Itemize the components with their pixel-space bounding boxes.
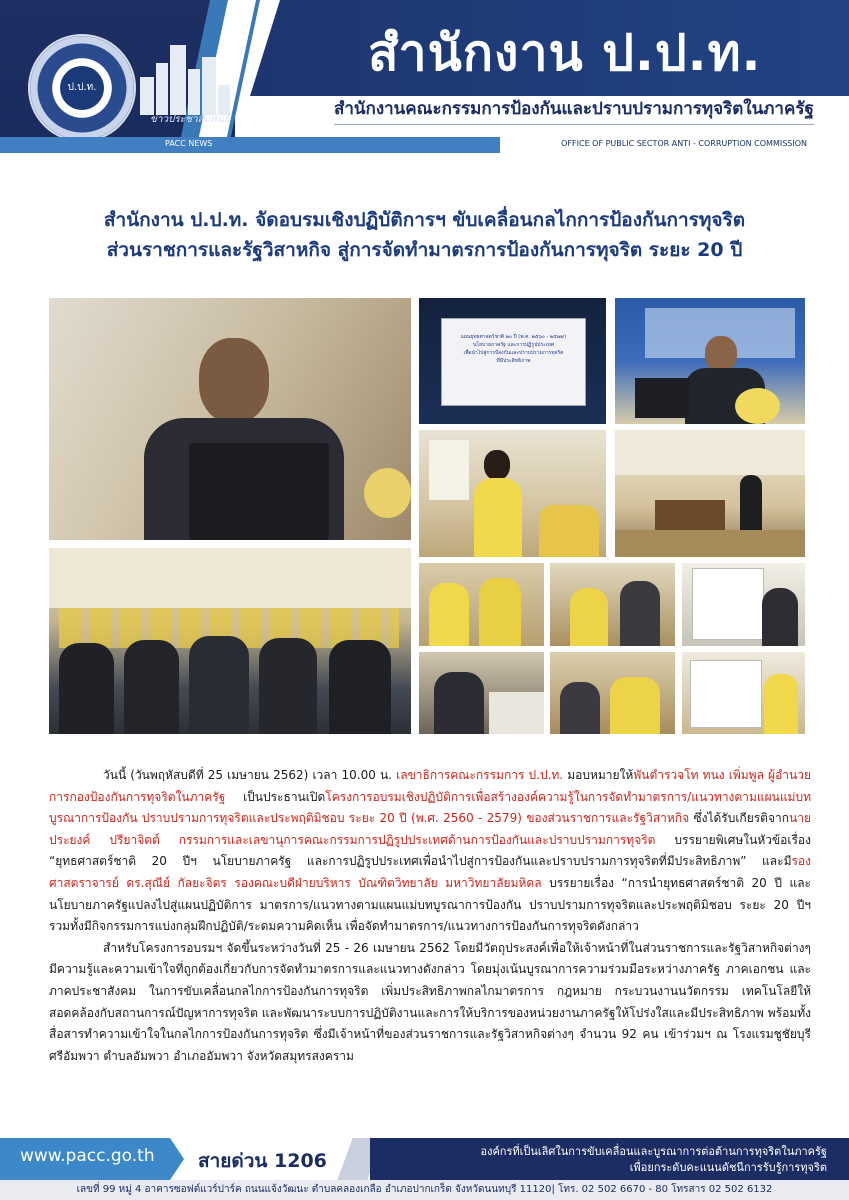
p1-topic-1: บรรยายพิเศษในหัวข้อเรื่อง “ยุทธศาสตร์ชาติ 20 ปีฯ นโยบายภาครัฐ และการปฏิรูปประเทศเพื่อนำไปสู่การป้องกันและปราบปรามการทุจริตที่มีประสิทธิภาพ” และมี bbox=[49, 832, 811, 869]
slide-line-3: เพื่อนำไปสู่การป้องกันและปราบปรามการทุจริต bbox=[463, 350, 564, 356]
news-label: ข่าวประชาสัมพันธ์ bbox=[150, 114, 230, 125]
footer-tagline-2: เพื่อยกระดับคะแนนดัชนีการรับรู้การทุจริต bbox=[629, 1161, 827, 1174]
paragraph-1 bbox=[49, 765, 811, 938]
photo-table-workshop bbox=[550, 652, 675, 734]
city-skyline-icon bbox=[140, 45, 232, 115]
hotline: สายด่วน 1206 bbox=[198, 1150, 327, 1172]
slide-line-1: แผนยุทธศาสตร์ชาติ ๒๐ ปี (พ.ศ. ๒๕๖๐ - ๒๕๗๙) bbox=[460, 334, 567, 340]
p1-project-name: โครงการอบรมเชิงปฏิบัติการเพื่อสร้างองค์ความรู้ในการจัดทำมาตรการ/แนวทางตามแผนแม่บทบูรณาการป้องกัน ปราบปรามการทุจริตและประพฤติมิชอบ ระยะ 20 ปี (พ.ศ. 2560 - 2579) ของส่วนราชการและรัฐวิสาหกิจ bbox=[49, 789, 811, 826]
subtitle-underline bbox=[334, 124, 814, 125]
news-headline bbox=[20, 205, 829, 265]
pacc-seal-logo bbox=[28, 34, 136, 142]
paragraph-2 bbox=[49, 938, 811, 1068]
projector-screen bbox=[441, 318, 586, 406]
photo-presentation-slide bbox=[419, 298, 606, 424]
p1-lecturer-1: นายประยงค์ ปรียาจิตต์ กรรมการและเลขานุการคณะกรรมการปฏิรูปประเทศด้านการป้องกันและปราบปรามการทุจริต bbox=[49, 811, 811, 847]
office-english-name: OFFICE OF PUBLIC SECTOR ANTI - CORRUPTION COMMISSION bbox=[561, 139, 807, 148]
headline-line-2: ส่วนราชการและรัฐวิสาหกิจ สู่การจัดทำมาตรการป้องกันการทุจริต ระยะ 20 ปี bbox=[106, 239, 743, 261]
p1-text-assign: มอบหมายให้ bbox=[563, 768, 634, 782]
slide-line-4: ที่มีประสิทธิภาพ bbox=[496, 358, 531, 364]
page-footer bbox=[0, 1138, 849, 1200]
p1-secretary-general: เลขาธิการคณะกรรมการ ป.ป.ท. bbox=[396, 768, 564, 782]
headline-line-1: สำนักงาน ป.ป.ท. จัดอบรมเชิงปฏิบัติการฯ ขับเคลื่อนกลไกการป้องกันการทุจริต bbox=[103, 209, 746, 231]
laptop bbox=[189, 443, 329, 540]
photo-participant-writing bbox=[419, 652, 544, 734]
photo-whiteboard-presentation bbox=[682, 652, 805, 734]
flower-arrangement bbox=[364, 468, 411, 518]
photo-group-discussion-1 bbox=[419, 563, 544, 646]
website-link[interactable]: www.pacc.go.th bbox=[20, 1146, 155, 1166]
photo-group-participants bbox=[49, 548, 411, 734]
p1-chairperson: พันตำรวจโท ทนง เพิ่มพูล ผู้อำนวยการกองป้องกันการทุจริตในภาครัฐ bbox=[49, 768, 811, 804]
footer-tagline-1: องค์กรที่เป็นเลิศในการขับเคลื่อนและบูรณาการต่อต้านการทุจริตในภาครัฐ bbox=[480, 1145, 827, 1158]
p2-text: สำหรับโครงการอบรมฯ จัดขึ้นระหว่างวันที่ 25 - 26 เมษายน 2562 โดยมีวัตถุประสงค์เพื่อให้เจ้าหน้าที่ในส่วนราชการและรัฐวิสาหกิจต่างๆ มีความรู้และความเข้าใจที่ถูกต้องเกี่ยวกับการจัดทำมาตรการและแนวทางดังกล่าว โดยมุ่งเน้นบูรณาการความร่วมมือระหว่างภาครัฐ ภาคเอกชน และภาคประชาสังคม ในการขับเคลื่อนกลไกการป้องกันการทุจริต เพิ่มประสิทธิภาพกลไกมาตรการ กฎหมาย กระบวนงานนวัตกรรม เทคโนโลยีให้สอดคล้องกับสถานการณ์ปัญหาการทุจริต และพัฒนาระบบการปฏิบัติงานและการให้บริการของหน่วยงานภาครัฐให้โปร่งใสและมีประสิทธิภาพ พร้อมทั้งสื่อสารทำความเข้าใจในกลไกการป้องกันการทุจริต ซึ่งมีเจ้าหน้าที่ของส่วนราชการและรัฐวิสาหกิจต่างๆ จำนวน 92 คน เข้าร่วมฯ ณ โรงแรมชูชัยบุรีศรีอัมพวา ตำบลอัมพวา อำเภออัมพวา จังหวัดสมุทรสงคราม bbox=[49, 940, 811, 1063]
p1-text-open: เป็นประธานเปิด bbox=[225, 789, 326, 804]
p1-lecturer-2: รองศาสตราจารย์ ดร.สุณีย์ กัลยะจิตร รองคณะบดีฝ่ายบริหาร บัณฑิตวิทยาลัย มหาวิทยาลัยมหิดล bbox=[49, 854, 811, 890]
article-body bbox=[49, 765, 811, 1067]
slide-line-2: นโยบายภาครัฐ และการปฏิรูปประเทศ bbox=[472, 342, 555, 348]
page-title: สำนักงาน ป.ป.ท. bbox=[368, 24, 762, 82]
photo-flipchart bbox=[682, 563, 805, 646]
page-subtitle: สำนักงานคณะกรรมการป้องกันและปราบปรามการทุจริตในภาครัฐ bbox=[334, 99, 814, 119]
photo-group-discussion-2 bbox=[550, 563, 675, 646]
photo-speaker-podium bbox=[615, 298, 805, 424]
pacc-news-label: PACC NEWS bbox=[165, 139, 213, 148]
p1-date-time: วันนี้ (วันพฤหัสบดีที่ 25 เมษายน 2562) เวลา 10.00 น. bbox=[103, 768, 397, 782]
speaker-head bbox=[199, 338, 269, 423]
p1-topic-2: บรรยายเรื่อง “การนำยุทธศาสตร์ชาติ 20 ปี และนโยบายภาครัฐแปลงไปสู่แผนปฏิบัติการ มาตรการ/แนวทางตามแผนแม่บทบูรณาการป้องกัน ปราบปรามการทุจริตและประพฤติมิชอบ ระยะ 20 ปีฯ รวมทั้งมีกิจกรรมการแบ่งกลุ่มฝึกปฏิบัติ/ระดมความคิดเห็น เพื่อจัดทำมาตรการ/แนวทางการป้องกันการทุจริตดังกล่าว bbox=[49, 875, 811, 934]
photo-meeting-room bbox=[615, 430, 805, 557]
photo-speaker-main bbox=[49, 298, 411, 540]
p1-text-honor: ซึ่งได้รับเกียรติจาก bbox=[689, 811, 790, 826]
footer-arrow bbox=[170, 1138, 184, 1180]
photo-woman-speaker bbox=[419, 430, 606, 557]
page-header bbox=[0, 0, 849, 160]
footer-address: เลขที่ 99 หมู่ 4 อาคารซอฟต์แวร์ปาร์ค ถนนแจ้งวัฒนะ ตำบลคลองเกลือ อำเภอปากเกร็ด จังหวัดนนทบุรี 11120| โทร. 02 502 6670 - 80 โทรสาร 02 502 6132 bbox=[0, 1180, 849, 1200]
seal-center: ป.ป.ท. bbox=[60, 66, 104, 110]
footer-tagline-band bbox=[370, 1138, 849, 1180]
